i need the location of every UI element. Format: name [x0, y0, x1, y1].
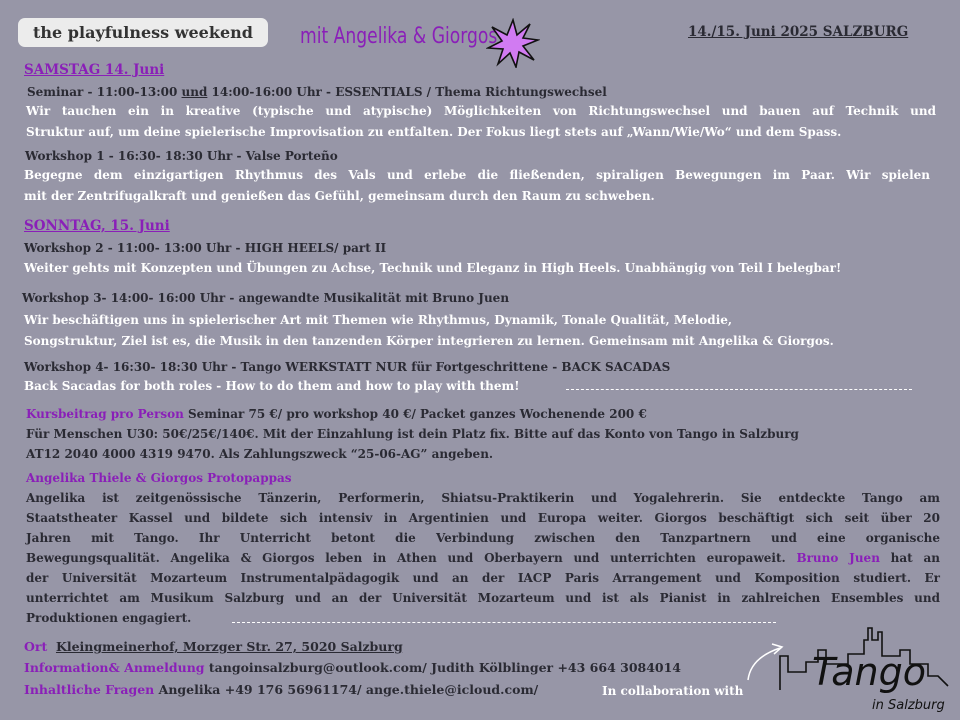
- seminar-title: [27, 85, 607, 99]
- seminar-time-1: Seminar - 11:00-13:00: [27, 85, 182, 99]
- workshop3-desc-line-2: Songstruktur, Ziel ist es, die Musik in den tanzenden Körper integrieren zu lernen. Gemeinsam mit Angelika & Giorgos.: [24, 334, 834, 348]
- workshop4-title: Workshop 4- 16:30- 18:30 Uhr - Tango WERKSTATT NUR für Fortgeschrittene - BACK SACADAS: [24, 360, 671, 374]
- bio-line-1: Angelika ist zeitgenössische Tänzerin, Performerin, Shiatsu-Praktikerin und Yogalehrerin. Sie entdeckte Tango am: [26, 491, 940, 505]
- workshop4-desc: Back Sacadas for both roles - How to do them and how to play with them!: [24, 379, 520, 393]
- bio-line-7: Produktionen engagiert.: [26, 611, 192, 625]
- registration-row: [24, 660, 681, 675]
- tango-logo-word: Tango: [812, 650, 926, 694]
- fees-label: Kursbeitrag pro Person: [26, 407, 184, 421]
- workshop1-desc-line-2: mit der Zentrifugalkraft und genießen das Gefühl, gemeinsam durch den Raum zu schweben.: [24, 189, 655, 203]
- sunday-heading: SONNTAG, 15. Juni: [24, 218, 170, 234]
- date-location: 14./15. Juni 2025 SALZBURG: [688, 24, 909, 40]
- saturday-heading: SAMSTAG 14. Juni: [24, 62, 165, 78]
- workshop3-title: Workshop 3- 14:00- 16:00 Uhr - angewandte Musikalität mit Bruno Juen: [22, 291, 510, 305]
- bio-line-6: unterrichtet am Musikum Salzburg und an der Universität Mozarteum und ist als Pianist in zahlreichen Ensembles und: [26, 591, 940, 605]
- fees-line-1: [26, 404, 647, 424]
- burst-icon: [486, 18, 540, 68]
- registration-label: Information& Anmeldung: [24, 660, 205, 675]
- event-tag: the playfulness weekend: [18, 18, 268, 47]
- seminar-desc-line-1: Wir tauchen ein in kreative (typische und atypische) Möglichkeiten von Richtungswechsel und bauen auf Technik und: [26, 104, 936, 118]
- fees-line-3: AT12 2040 4000 4319 9470. Als Zahlungszweck “25-06-AG” angeben.: [26, 447, 494, 461]
- bio-line-4: [26, 548, 940, 568]
- bio-line-5: der Universität Mozarteum Instrumentalpädagogik und an der IACP Paris Arrangement und Komposition studiert. Er: [26, 571, 940, 585]
- place-row: [24, 639, 403, 654]
- workshop1-title: Workshop 1 - 16:30- 18:30 Uhr - Valse Porteño: [25, 149, 338, 163]
- questions-row: [24, 682, 538, 697]
- dashed-divider-2: [232, 622, 776, 623]
- workshop2-desc: Weiter gehts mit Konzepten und Übungen zu Achse, Technik und Eleganz in High Heels. Unabhängig von Teil I belegbar!: [24, 261, 842, 275]
- seminar-desc-line-2: Struktur auf, um deine spielerische Improvisation zu entfalten. Der Fokus liegt stets auf „Wann/Wie/Wo“ und dem Spass.: [26, 125, 842, 139]
- bio-title: Angelika Thiele & Giorgos Protopappas: [26, 471, 292, 485]
- bio-line-4-tail: hat an: [879, 551, 940, 565]
- fees-line-2: Für Menschen U30: 50€/25€/140€. Mit der Einzahlung ist dein Platz fix. Bitte auf das Konto von Tango in Salzburg: [26, 427, 799, 441]
- tango-logo-sub: in Salzburg: [872, 698, 945, 713]
- seminar-time-2: 14:00-16:00 Uhr - ESSENTIALS / Thema Richtungswechsel: [207, 85, 607, 99]
- workshop2-title: Workshop 2 - 11:00- 13:00 Uhr - HIGH HEELS/ part II: [24, 241, 387, 255]
- dashed-divider: [566, 389, 912, 390]
- place-label: Ort: [24, 639, 48, 654]
- collab-text: In collaboration with: [602, 684, 744, 698]
- bio-line-3: Jahren mit Tango. Ihr Unterricht betont die Verbindung zwischen den Tanzpartnern und eine organische: [26, 531, 940, 545]
- registration-value[interactable]: tangoinsalzburg@outlook.com/ Judith Kölblinger +43 664 3084014: [204, 660, 682, 675]
- bio-line-2: Staatstheater Kassel und bildete sich intensiv in Argentinien und Europa weiter. Giorgos beschäftigt sich seit über 20: [26, 511, 940, 525]
- place-value: Kleingmeinerhof, Morzger Str. 27, 5020 Salzburg: [55, 639, 403, 654]
- fees-prices: Seminar 75 €/ pro workshop 40 €/ Packet ganzes Wochenende 200 €: [183, 407, 647, 421]
- hosts-title: mit Angelika & Giorgos: [300, 24, 498, 49]
- bio-line-4-text: Bewegungsqualität. Angelika & Giorgos leben in Athen und Oberbayern und unterrichten europaweit.: [26, 551, 786, 565]
- questions-label: Inhaltliche Fragen: [24, 682, 155, 697]
- workshop1-desc-line-1: Begegne dem einzigartigen Rhythmus des Vals und erlebe die fließenden, spiraligen Bewegungen im Paar. Wir spielen: [24, 168, 930, 182]
- questions-value[interactable]: Angelika +49 176 56961174/ ange.thiele@icloud.com/: [154, 682, 539, 697]
- bruno-name: Bruno Juen: [796, 551, 880, 565]
- seminar-und: und: [181, 85, 208, 99]
- workshop3-desc-line-1: Wir beschäftigen uns in spielerischer Art mit Themen wie Rhythmus, Dynamik, Tonale Qualität, Melodie,: [24, 313, 733, 327]
